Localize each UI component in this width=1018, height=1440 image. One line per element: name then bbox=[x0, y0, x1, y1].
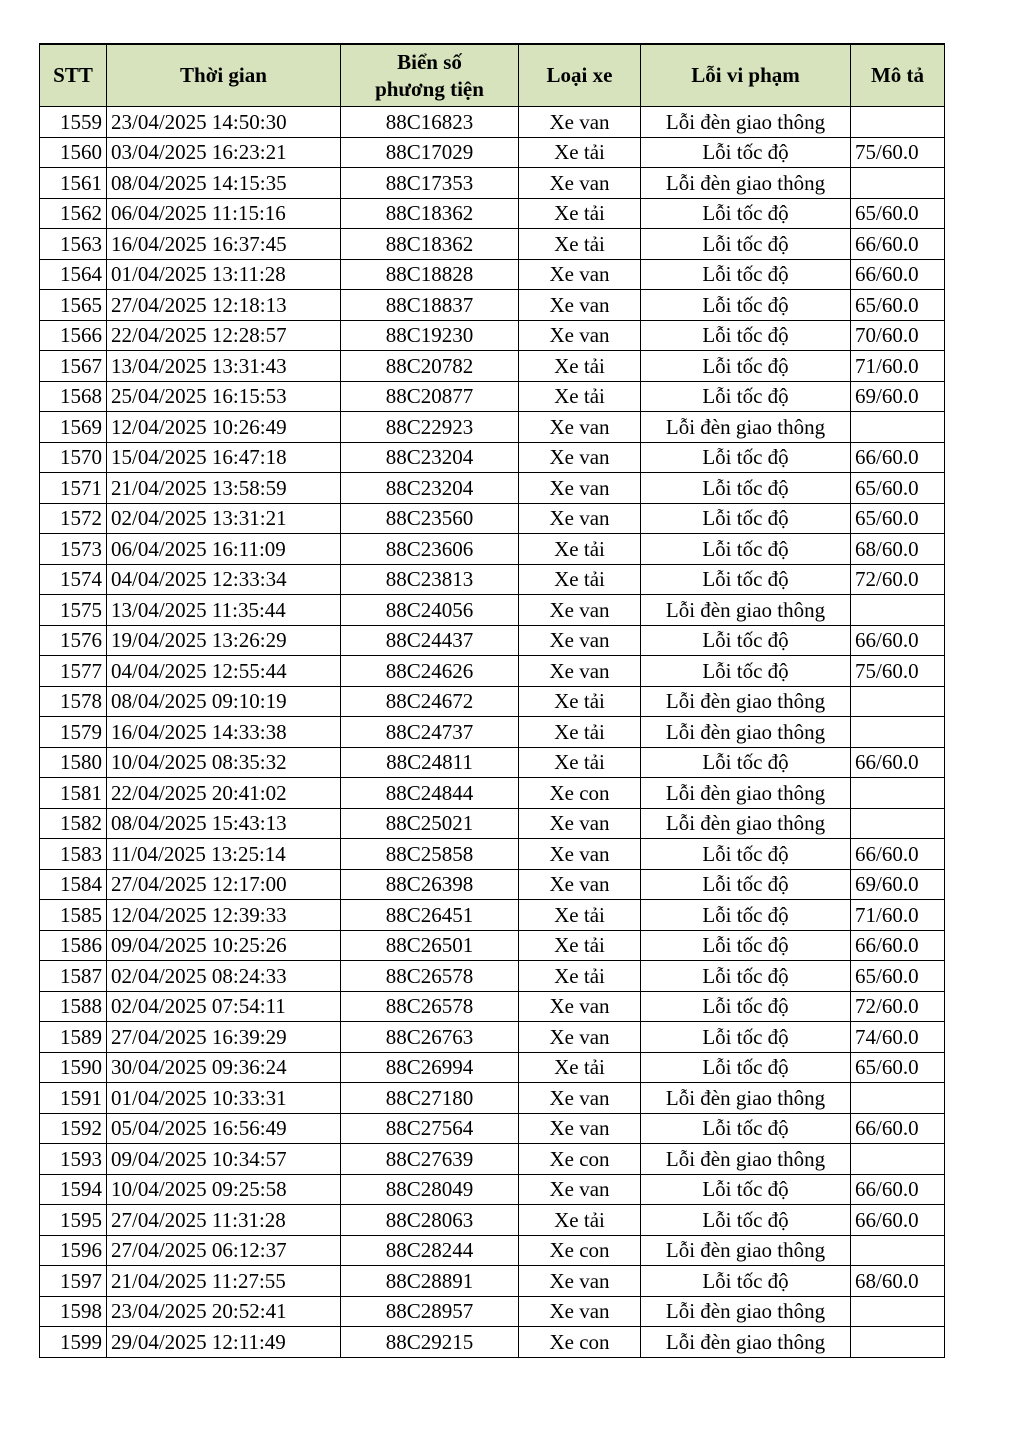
cell-description: 69/60.0 bbox=[851, 381, 945, 412]
cell-vehicle-type: Xe tải bbox=[519, 717, 641, 748]
cell-stt: 1564 bbox=[40, 259, 107, 290]
cell-description: 72/60.0 bbox=[851, 564, 945, 595]
cell-time: 21/04/2025 13:58:59 bbox=[107, 473, 341, 504]
cell-plate: 88C27639 bbox=[341, 1144, 519, 1175]
cell-violation: Lỗi đèn giao thông bbox=[641, 1083, 851, 1114]
cell-vehicle-type: Xe tải bbox=[519, 1052, 641, 1083]
cell-vehicle-type: Xe van bbox=[519, 656, 641, 687]
violations-table bbox=[39, 43, 945, 1358]
cell-vehicle-type: Xe van bbox=[519, 1266, 641, 1297]
cell-time: 19/04/2025 13:26:29 bbox=[107, 625, 341, 656]
table-row bbox=[40, 1022, 945, 1053]
table-row bbox=[40, 808, 945, 839]
cell-vehicle-type: Xe tải bbox=[519, 900, 641, 931]
cell-description: 65/60.0 bbox=[851, 961, 945, 992]
cell-description bbox=[851, 107, 945, 138]
cell-plate: 88C26763 bbox=[341, 1022, 519, 1053]
table-row bbox=[40, 1327, 945, 1358]
table-row bbox=[40, 473, 945, 504]
cell-stt: 1572 bbox=[40, 503, 107, 534]
cell-time: 05/04/2025 16:56:49 bbox=[107, 1113, 341, 1144]
cell-plate: 88C19230 bbox=[341, 320, 519, 351]
table-row bbox=[40, 991, 945, 1022]
cell-violation: Lỗi tốc độ bbox=[641, 656, 851, 687]
cell-vehicle-type: Xe van bbox=[519, 595, 641, 626]
cell-time: 13/04/2025 11:35:44 bbox=[107, 595, 341, 626]
cell-time: 25/04/2025 16:15:53 bbox=[107, 381, 341, 412]
cell-plate: 88C22923 bbox=[341, 412, 519, 443]
cell-vehicle-type: Xe tải bbox=[519, 564, 641, 595]
table-row bbox=[40, 656, 945, 687]
table-row bbox=[40, 320, 945, 351]
cell-plate: 88C28957 bbox=[341, 1296, 519, 1327]
table-row bbox=[40, 717, 945, 748]
cell-vehicle-type: Xe van bbox=[519, 869, 641, 900]
cell-description: 66/60.0 bbox=[851, 625, 945, 656]
cell-vehicle-type: Xe van bbox=[519, 503, 641, 534]
cell-description: 66/60.0 bbox=[851, 442, 945, 473]
cell-stt: 1576 bbox=[40, 625, 107, 656]
cell-time: 02/04/2025 07:54:11 bbox=[107, 991, 341, 1022]
cell-vehicle-type: Xe tải bbox=[519, 961, 641, 992]
cell-stt: 1594 bbox=[40, 1174, 107, 1205]
cell-stt: 1571 bbox=[40, 473, 107, 504]
cell-time: 16/04/2025 14:33:38 bbox=[107, 717, 341, 748]
cell-stt: 1573 bbox=[40, 534, 107, 565]
cell-vehicle-type: Xe van bbox=[519, 1083, 641, 1114]
cell-violation: Lỗi đèn giao thông bbox=[641, 717, 851, 748]
cell-vehicle-type: Xe van bbox=[519, 1113, 641, 1144]
cell-time: 08/04/2025 15:43:13 bbox=[107, 808, 341, 839]
cell-time: 27/04/2025 16:39:29 bbox=[107, 1022, 341, 1053]
table-row bbox=[40, 595, 945, 626]
cell-vehicle-type: Xe van bbox=[519, 991, 641, 1022]
cell-vehicle-type: Xe van bbox=[519, 320, 641, 351]
cell-stt: 1581 bbox=[40, 778, 107, 809]
cell-stt: 1560 bbox=[40, 137, 107, 168]
cell-violation: Lỗi tốc độ bbox=[641, 991, 851, 1022]
cell-description: 71/60.0 bbox=[851, 900, 945, 931]
cell-description: 65/60.0 bbox=[851, 1052, 945, 1083]
cell-time: 10/04/2025 09:25:58 bbox=[107, 1174, 341, 1205]
cell-plate: 88C20782 bbox=[341, 351, 519, 382]
cell-violation: Lỗi tốc độ bbox=[641, 961, 851, 992]
cell-stt: 1584 bbox=[40, 869, 107, 900]
cell-time: 15/04/2025 16:47:18 bbox=[107, 442, 341, 473]
table-row bbox=[40, 1235, 945, 1266]
cell-description: 66/60.0 bbox=[851, 839, 945, 870]
cell-violation: Lỗi tốc độ bbox=[641, 564, 851, 595]
cell-plate: 88C26578 bbox=[341, 991, 519, 1022]
cell-plate: 88C24437 bbox=[341, 625, 519, 656]
cell-description: 75/60.0 bbox=[851, 137, 945, 168]
cell-description: 66/60.0 bbox=[851, 229, 945, 260]
cell-vehicle-type: Xe tải bbox=[519, 137, 641, 168]
cell-description: 66/60.0 bbox=[851, 1205, 945, 1236]
cell-stt: 1591 bbox=[40, 1083, 107, 1114]
cell-stt: 1586 bbox=[40, 930, 107, 961]
header-description: Mô tả bbox=[851, 44, 945, 107]
cell-stt: 1590 bbox=[40, 1052, 107, 1083]
cell-plate: 88C20877 bbox=[341, 381, 519, 412]
cell-vehicle-type: Xe van bbox=[519, 168, 641, 199]
cell-description: 68/60.0 bbox=[851, 534, 945, 565]
cell-description bbox=[851, 1296, 945, 1327]
cell-stt: 1589 bbox=[40, 1022, 107, 1053]
cell-plate: 88C23813 bbox=[341, 564, 519, 595]
cell-violation: Lỗi đèn giao thông bbox=[641, 1296, 851, 1327]
cell-vehicle-type: Xe tải bbox=[519, 198, 641, 229]
cell-violation: Lỗi tốc độ bbox=[641, 351, 851, 382]
cell-stt: 1567 bbox=[40, 351, 107, 382]
cell-time: 06/04/2025 11:15:16 bbox=[107, 198, 341, 229]
cell-vehicle-type: Xe con bbox=[519, 1327, 641, 1358]
cell-plate: 88C24626 bbox=[341, 656, 519, 687]
table-row bbox=[40, 381, 945, 412]
cell-stt: 1598 bbox=[40, 1296, 107, 1327]
cell-time: 22/04/2025 12:28:57 bbox=[107, 320, 341, 351]
cell-time: 01/04/2025 13:11:28 bbox=[107, 259, 341, 290]
cell-stt: 1563 bbox=[40, 229, 107, 260]
cell-time: 27/04/2025 12:18:13 bbox=[107, 290, 341, 321]
cell-vehicle-type: Xe van bbox=[519, 808, 641, 839]
cell-plate: 88C25858 bbox=[341, 839, 519, 870]
cell-description bbox=[851, 1327, 945, 1358]
cell-stt: 1580 bbox=[40, 747, 107, 778]
header-vehicle-type: Loại xe bbox=[519, 44, 641, 107]
cell-vehicle-type: Xe van bbox=[519, 259, 641, 290]
cell-description bbox=[851, 1144, 945, 1175]
cell-vehicle-type: Xe van bbox=[519, 290, 641, 321]
cell-plate: 88C28049 bbox=[341, 1174, 519, 1205]
cell-plate: 88C24737 bbox=[341, 717, 519, 748]
cell-description: 75/60.0 bbox=[851, 656, 945, 687]
cell-plate: 88C24811 bbox=[341, 747, 519, 778]
cell-description bbox=[851, 168, 945, 199]
table-row bbox=[40, 412, 945, 443]
cell-violation: Lỗi tốc độ bbox=[641, 320, 851, 351]
cell-description bbox=[851, 686, 945, 717]
cell-time: 10/04/2025 08:35:32 bbox=[107, 747, 341, 778]
cell-plate: 88C28891 bbox=[341, 1266, 519, 1297]
cell-time: 29/04/2025 12:11:49 bbox=[107, 1327, 341, 1358]
cell-description bbox=[851, 412, 945, 443]
cell-time: 04/04/2025 12:55:44 bbox=[107, 656, 341, 687]
cell-plate: 88C23204 bbox=[341, 473, 519, 504]
cell-vehicle-type: Xe van bbox=[519, 1022, 641, 1053]
cell-violation: Lỗi đèn giao thông bbox=[641, 107, 851, 138]
cell-violation: Lỗi tốc độ bbox=[641, 869, 851, 900]
cell-time: 16/04/2025 16:37:45 bbox=[107, 229, 341, 260]
cell-vehicle-type: Xe van bbox=[519, 1296, 641, 1327]
cell-time: 21/04/2025 11:27:55 bbox=[107, 1266, 341, 1297]
cell-time: 27/04/2025 06:12:37 bbox=[107, 1235, 341, 1266]
cell-description: 66/60.0 bbox=[851, 747, 945, 778]
cell-vehicle-type: Xe tải bbox=[519, 229, 641, 260]
cell-time: 30/04/2025 09:36:24 bbox=[107, 1052, 341, 1083]
table-row bbox=[40, 839, 945, 870]
cell-description: 74/60.0 bbox=[851, 1022, 945, 1053]
cell-violation: Lỗi đèn giao thông bbox=[641, 1327, 851, 1358]
table-row bbox=[40, 534, 945, 565]
cell-time: 03/04/2025 16:23:21 bbox=[107, 137, 341, 168]
cell-vehicle-type: Xe van bbox=[519, 625, 641, 656]
cell-stt: 1575 bbox=[40, 595, 107, 626]
cell-description: 65/60.0 bbox=[851, 198, 945, 229]
cell-stt: 1592 bbox=[40, 1113, 107, 1144]
cell-stt: 1587 bbox=[40, 961, 107, 992]
cell-description bbox=[851, 808, 945, 839]
table-row bbox=[40, 351, 945, 382]
cell-time: 01/04/2025 10:33:31 bbox=[107, 1083, 341, 1114]
header-time: Thời gian bbox=[107, 44, 341, 107]
cell-stt: 1588 bbox=[40, 991, 107, 1022]
header-plate-line: Biển số bbox=[397, 49, 462, 74]
cell-description bbox=[851, 1235, 945, 1266]
cell-plate: 88C18837 bbox=[341, 290, 519, 321]
header-plate bbox=[341, 44, 519, 107]
table-row bbox=[40, 625, 945, 656]
table-row bbox=[40, 290, 945, 321]
cell-vehicle-type: Xe tải bbox=[519, 351, 641, 382]
header-stt: STT bbox=[40, 44, 107, 107]
cell-violation: Lỗi tốc độ bbox=[641, 137, 851, 168]
cell-stt: 1570 bbox=[40, 442, 107, 473]
cell-stt: 1578 bbox=[40, 686, 107, 717]
cell-stt: 1559 bbox=[40, 107, 107, 138]
cell-vehicle-type: Xe van bbox=[519, 412, 641, 443]
table-row bbox=[40, 137, 945, 168]
cell-plate: 88C28063 bbox=[341, 1205, 519, 1236]
cell-time: 08/04/2025 09:10:19 bbox=[107, 686, 341, 717]
table-row bbox=[40, 961, 945, 992]
cell-stt: 1595 bbox=[40, 1205, 107, 1236]
cell-violation: Lỗi đèn giao thông bbox=[641, 168, 851, 199]
cell-plate: 88C17353 bbox=[341, 168, 519, 199]
cell-time: 06/04/2025 16:11:09 bbox=[107, 534, 341, 565]
cell-description: 69/60.0 bbox=[851, 869, 945, 900]
cell-plate: 88C27564 bbox=[341, 1113, 519, 1144]
header-violation: Lỗi vi phạm bbox=[641, 44, 851, 107]
cell-plate: 88C24672 bbox=[341, 686, 519, 717]
cell-plate: 88C26578 bbox=[341, 961, 519, 992]
table-row bbox=[40, 1205, 945, 1236]
table-row bbox=[40, 229, 945, 260]
cell-time: 02/04/2025 08:24:33 bbox=[107, 961, 341, 992]
cell-plate: 88C23606 bbox=[341, 534, 519, 565]
cell-stt: 1561 bbox=[40, 168, 107, 199]
cell-violation: Lỗi tốc độ bbox=[641, 1022, 851, 1053]
cell-stt: 1574 bbox=[40, 564, 107, 595]
cell-violation: Lỗi tốc độ bbox=[641, 229, 851, 260]
table-row bbox=[40, 1083, 945, 1114]
cell-time: 27/04/2025 11:31:28 bbox=[107, 1205, 341, 1236]
cell-violation: Lỗi tốc độ bbox=[641, 1174, 851, 1205]
cell-plate: 88C26451 bbox=[341, 900, 519, 931]
cell-time: 08/04/2025 14:15:35 bbox=[107, 168, 341, 199]
cell-time: 23/04/2025 14:50:30 bbox=[107, 107, 341, 138]
cell-plate: 88C25021 bbox=[341, 808, 519, 839]
cell-stt: 1583 bbox=[40, 839, 107, 870]
cell-violation: Lỗi tốc độ bbox=[641, 198, 851, 229]
cell-time: 22/04/2025 20:41:02 bbox=[107, 778, 341, 809]
cell-vehicle-type: Xe tải bbox=[519, 747, 641, 778]
cell-violation: Lỗi tốc độ bbox=[641, 1266, 851, 1297]
cell-violation: Lỗi tốc độ bbox=[641, 503, 851, 534]
table-row bbox=[40, 686, 945, 717]
cell-vehicle-type: Xe van bbox=[519, 107, 641, 138]
cell-description: 66/60.0 bbox=[851, 1113, 945, 1144]
cell-stt: 1597 bbox=[40, 1266, 107, 1297]
cell-plate: 88C23560 bbox=[341, 503, 519, 534]
cell-violation: Lỗi tốc độ bbox=[641, 442, 851, 473]
cell-vehicle-type: Xe tải bbox=[519, 686, 641, 717]
table-row bbox=[40, 259, 945, 290]
cell-plate: 88C24844 bbox=[341, 778, 519, 809]
cell-vehicle-type: Xe van bbox=[519, 442, 641, 473]
table-row bbox=[40, 778, 945, 809]
table-row bbox=[40, 168, 945, 199]
cell-time: 09/04/2025 10:25:26 bbox=[107, 930, 341, 961]
table-body bbox=[40, 107, 945, 1358]
cell-plate: 88C29215 bbox=[341, 1327, 519, 1358]
cell-time: 09/04/2025 10:34:57 bbox=[107, 1144, 341, 1175]
cell-vehicle-type: Xe tải bbox=[519, 381, 641, 412]
cell-violation: Lỗi tốc độ bbox=[641, 259, 851, 290]
cell-stt: 1585 bbox=[40, 900, 107, 931]
cell-vehicle-type: Xe van bbox=[519, 473, 641, 504]
cell-vehicle-type: Xe tải bbox=[519, 930, 641, 961]
cell-violation: Lỗi tốc độ bbox=[641, 534, 851, 565]
cell-violation: Lỗi tốc độ bbox=[641, 747, 851, 778]
table-row bbox=[40, 930, 945, 961]
table-row bbox=[40, 107, 945, 138]
cell-stt: 1596 bbox=[40, 1235, 107, 1266]
cell-stt: 1566 bbox=[40, 320, 107, 351]
cell-plate: 88C16823 bbox=[341, 107, 519, 138]
cell-violation: Lỗi tốc độ bbox=[641, 1113, 851, 1144]
table-row bbox=[40, 1266, 945, 1297]
cell-violation: Lỗi tốc độ bbox=[641, 1052, 851, 1083]
cell-plate: 88C18362 bbox=[341, 229, 519, 260]
cell-time: 12/04/2025 12:39:33 bbox=[107, 900, 341, 931]
cell-vehicle-type: Xe tải bbox=[519, 1205, 641, 1236]
table-row bbox=[40, 503, 945, 534]
table-row bbox=[40, 442, 945, 473]
cell-violation: Lỗi đèn giao thông bbox=[641, 1235, 851, 1266]
cell-violation: Lỗi đèn giao thông bbox=[641, 595, 851, 626]
cell-description: 65/60.0 bbox=[851, 290, 945, 321]
cell-violation: Lỗi đèn giao thông bbox=[641, 778, 851, 809]
table-row bbox=[40, 1113, 945, 1144]
cell-violation: Lỗi tốc độ bbox=[641, 381, 851, 412]
cell-description: 66/60.0 bbox=[851, 259, 945, 290]
cell-description bbox=[851, 1083, 945, 1114]
table-row bbox=[40, 564, 945, 595]
cell-vehicle-type: Xe con bbox=[519, 1235, 641, 1266]
cell-vehicle-type: Xe con bbox=[519, 1144, 641, 1175]
cell-violation: Lỗi tốc độ bbox=[641, 900, 851, 931]
cell-stt: 1582 bbox=[40, 808, 107, 839]
cell-time: 12/04/2025 10:26:49 bbox=[107, 412, 341, 443]
cell-vehicle-type: Xe van bbox=[519, 1174, 641, 1205]
cell-description bbox=[851, 595, 945, 626]
cell-time: 13/04/2025 13:31:43 bbox=[107, 351, 341, 382]
cell-plate: 88C18828 bbox=[341, 259, 519, 290]
cell-description: 65/60.0 bbox=[851, 503, 945, 534]
cell-description: 65/60.0 bbox=[851, 473, 945, 504]
cell-plate: 88C26501 bbox=[341, 930, 519, 961]
table-row bbox=[40, 747, 945, 778]
cell-time: 27/04/2025 12:17:00 bbox=[107, 869, 341, 900]
cell-violation: Lỗi tốc độ bbox=[641, 930, 851, 961]
cell-plate: 88C17029 bbox=[341, 137, 519, 168]
cell-stt: 1562 bbox=[40, 198, 107, 229]
cell-stt: 1577 bbox=[40, 656, 107, 687]
cell-violation: Lỗi đèn giao thông bbox=[641, 808, 851, 839]
cell-description: 70/60.0 bbox=[851, 320, 945, 351]
cell-vehicle-type: Xe tải bbox=[519, 534, 641, 565]
cell-description: 66/60.0 bbox=[851, 1174, 945, 1205]
cell-stt: 1593 bbox=[40, 1144, 107, 1175]
cell-plate: 88C26994 bbox=[341, 1052, 519, 1083]
cell-time: 02/04/2025 13:31:21 bbox=[107, 503, 341, 534]
cell-vehicle-type: Xe con bbox=[519, 778, 641, 809]
cell-stt: 1568 bbox=[40, 381, 107, 412]
table-row bbox=[40, 1174, 945, 1205]
cell-stt: 1569 bbox=[40, 412, 107, 443]
cell-violation: Lỗi đèn giao thông bbox=[641, 412, 851, 443]
cell-stt: 1565 bbox=[40, 290, 107, 321]
cell-plate: 88C27180 bbox=[341, 1083, 519, 1114]
table-row bbox=[40, 900, 945, 931]
table-row bbox=[40, 1296, 945, 1327]
cell-plate: 88C18362 bbox=[341, 198, 519, 229]
cell-violation: Lỗi tốc độ bbox=[641, 473, 851, 504]
table-row bbox=[40, 1144, 945, 1175]
table-row bbox=[40, 198, 945, 229]
cell-plate: 88C23204 bbox=[341, 442, 519, 473]
cell-stt: 1599 bbox=[40, 1327, 107, 1358]
header-plate-line: phương tiện bbox=[375, 76, 484, 101]
cell-plate: 88C24056 bbox=[341, 595, 519, 626]
table-header-row bbox=[40, 44, 945, 107]
cell-description: 71/60.0 bbox=[851, 351, 945, 382]
cell-time: 04/04/2025 12:33:34 bbox=[107, 564, 341, 595]
cell-violation: Lỗi tốc độ bbox=[641, 839, 851, 870]
cell-time: 11/04/2025 13:25:14 bbox=[107, 839, 341, 870]
cell-plate: 88C28244 bbox=[341, 1235, 519, 1266]
cell-description: 66/60.0 bbox=[851, 930, 945, 961]
cell-time: 23/04/2025 20:52:41 bbox=[107, 1296, 341, 1327]
cell-description bbox=[851, 778, 945, 809]
cell-violation: Lỗi đèn giao thông bbox=[641, 686, 851, 717]
cell-violation: Lỗi tốc độ bbox=[641, 290, 851, 321]
cell-vehicle-type: Xe van bbox=[519, 839, 641, 870]
table-row bbox=[40, 1052, 945, 1083]
cell-description: 72/60.0 bbox=[851, 991, 945, 1022]
cell-violation: Lỗi đèn giao thông bbox=[641, 1144, 851, 1175]
cell-plate: 88C26398 bbox=[341, 869, 519, 900]
cell-violation: Lỗi tốc độ bbox=[641, 1205, 851, 1236]
cell-violation: Lỗi tốc độ bbox=[641, 625, 851, 656]
cell-stt: 1579 bbox=[40, 717, 107, 748]
table-row bbox=[40, 869, 945, 900]
cell-description: 68/60.0 bbox=[851, 1266, 945, 1297]
cell-description bbox=[851, 717, 945, 748]
